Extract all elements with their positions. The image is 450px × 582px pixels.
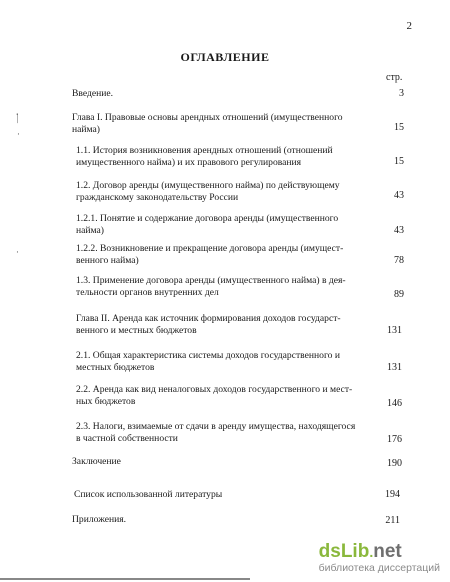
entry-page: 43: [394, 225, 404, 236]
page-number: 2: [406, 20, 412, 32]
entry-page: 43: [394, 190, 404, 201]
watermark-subtitle: библиотека диссертаций: [318, 562, 440, 574]
entry-text: Заключение: [72, 456, 121, 467]
page-column-header: стр.: [386, 72, 403, 83]
entry-text: 1.2.2. Возникновение и прекращение договора аренды (имущест- венного найма): [76, 243, 344, 266]
entry-text: 1.2.1. Понятие и содержание договора аренды (имущественного найма): [76, 213, 339, 236]
entry-text: 1.1. История возникновения арендных отношений (отношений имущественного найма) и их правового регулирования: [76, 145, 333, 168]
margin-mark-icon: ·: [17, 130, 20, 140]
entry-page: 211: [385, 515, 400, 526]
entry-page: 146: [387, 398, 402, 409]
entry-page: 131: [387, 362, 402, 373]
margin-mark-icon: ᛙ: [14, 112, 21, 125]
toc-title: ОГЛАВЛЕНИЕ: [180, 50, 270, 64]
entry-page: 194: [385, 489, 400, 500]
watermark-logo-lib: Lib: [340, 541, 370, 562]
entry-text: Глава II. Аренда как источник формирования доходов государст- венного и местных бюджетов: [76, 313, 341, 336]
entry-page: 89: [394, 289, 404, 300]
entry-page: 78: [394, 255, 404, 266]
entry-text: Приложения.: [72, 514, 127, 525]
watermark-logo: [319, 543, 440, 561]
entry-text: 2.3. Налоги, взимаемые от сдачи в аренду имущества, находящегося в частной собственности: [76, 421, 356, 444]
entry-page: 3: [399, 88, 404, 99]
entry-page: 15: [394, 156, 404, 167]
entry-page: 131: [387, 325, 402, 336]
entry-text: 1.2. Договор аренды (имущественного найма) по действующему гражданскому законодательству России: [76, 180, 340, 203]
watermark-logo-dot: .: [369, 544, 374, 560]
footer-divider: [0, 578, 250, 580]
entry-text: 2.2. Аренда как вид неналоговых доходов государственного и мест- ных бюджетов: [76, 384, 353, 407]
entry-text: Список использованной литературы: [74, 489, 223, 500]
entry-text: 1.3. Применение договора аренды (имущественного найма) в дея- тельности органов внутренних дел: [76, 275, 346, 298]
entry-page: 176: [387, 434, 402, 445]
entry-text: Введение.: [72, 88, 114, 99]
entry-text: Глава I. Правовые основы арендных отношений (имущественного найма): [72, 112, 343, 135]
margin-mark-icon: ·: [16, 248, 19, 258]
entry-page: 15: [394, 122, 404, 133]
watermark-logo-net: net: [373, 541, 402, 562]
entry-page: 190: [387, 458, 402, 469]
watermark: [319, 543, 440, 574]
watermark-logo-ds: ds: [318, 541, 341, 562]
entry-text: 2.1. Общая характеристика системы доходов государственного и местных бюджетов: [76, 350, 340, 373]
